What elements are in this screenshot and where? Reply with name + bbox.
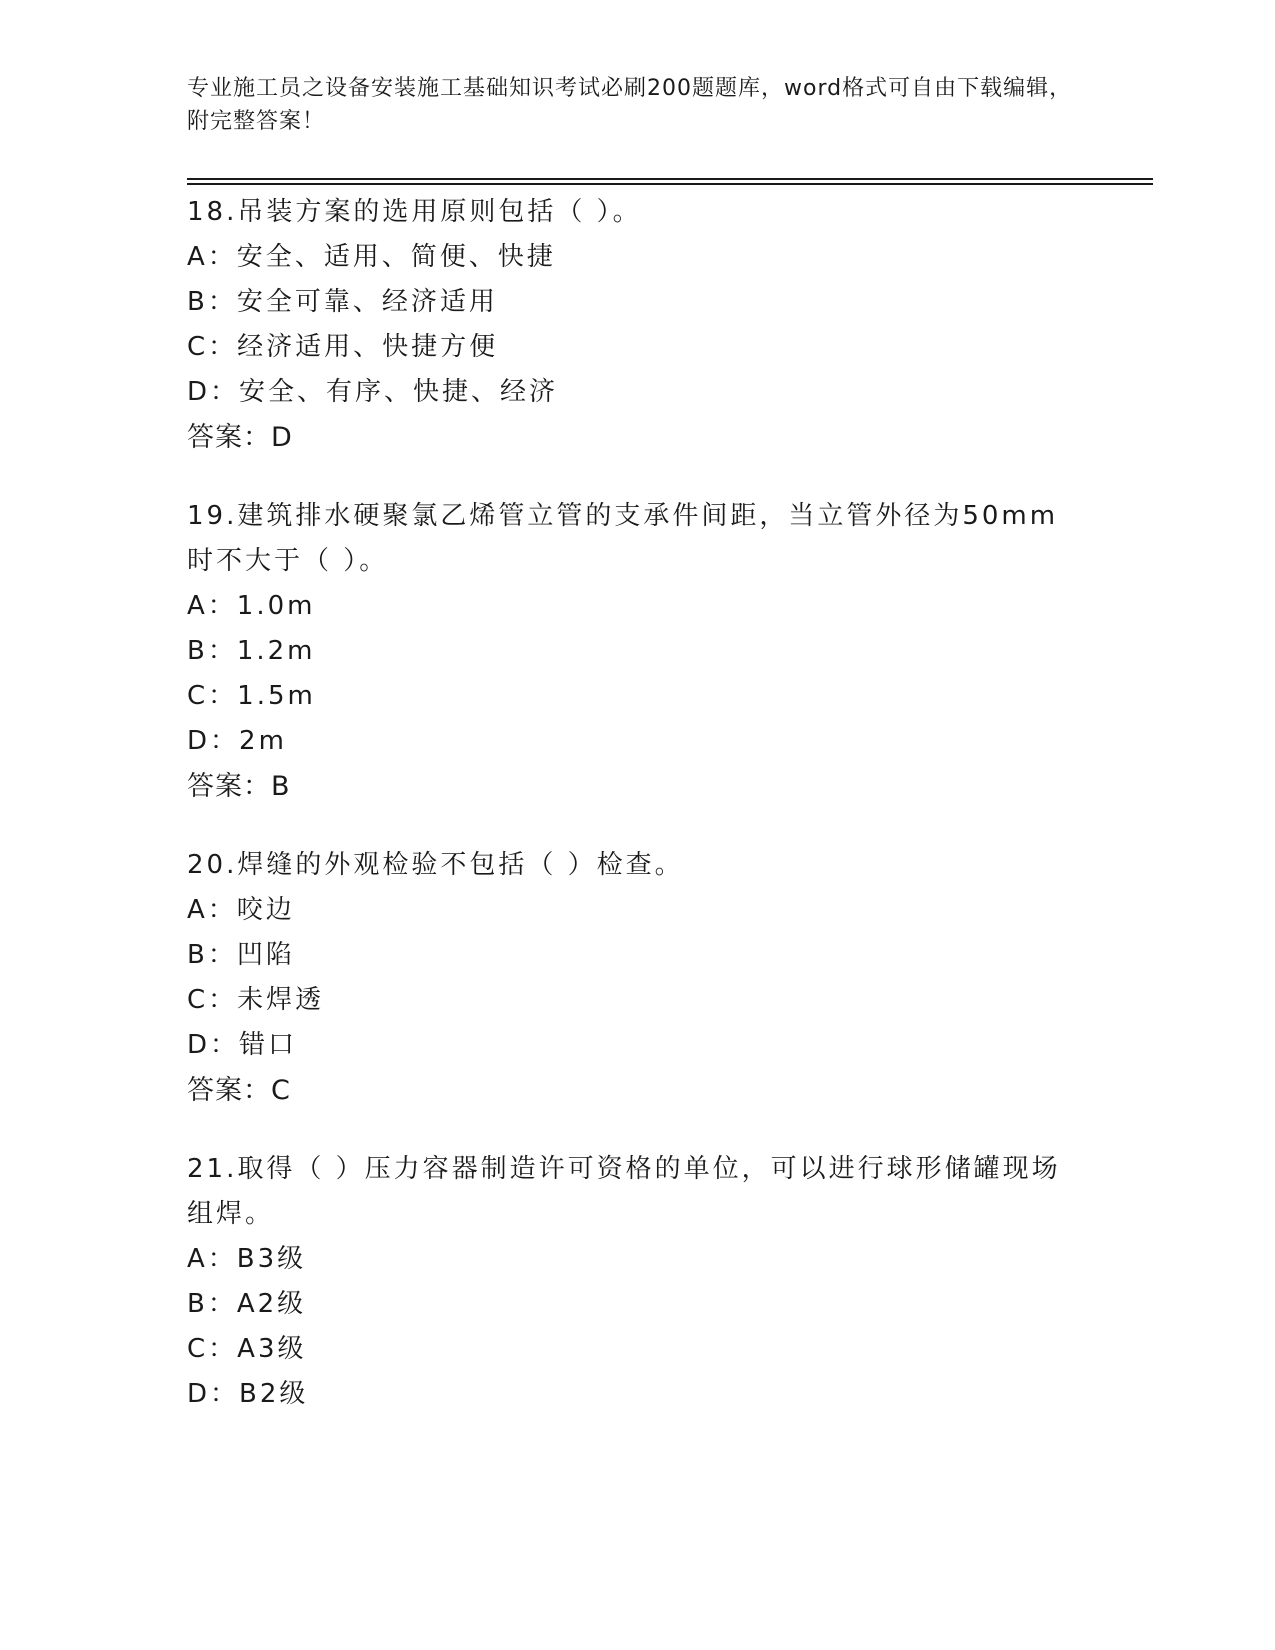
question-21 (187, 1147, 1087, 1417)
header-divider-bottom (187, 183, 1153, 185)
option-a: A：1.0m (187, 591, 316, 621)
answer: 答案：B (187, 771, 291, 802)
page-header (187, 72, 1087, 138)
option-d: D：安全、有序、快捷、经济 (187, 377, 559, 407)
question-text: 20.焊缝的外观检验不包括（ ）检查。 (187, 850, 684, 880)
option-d: D：错口 (187, 1030, 298, 1060)
question-text: 18.吊装方案的选用原则包括（ ）。 (187, 197, 642, 227)
option-a: A：安全、适用、简便、快捷 (187, 242, 556, 272)
option-a: A：咬边 (187, 895, 295, 925)
header-divider-top (187, 178, 1153, 180)
option-b: B：安全可靠、经济适用 (187, 287, 498, 317)
option-b: B：A2级 (187, 1289, 307, 1319)
option-b: B：凹陷 (187, 940, 295, 970)
question-text: 19.建筑排水硬聚氯乙烯管立管的支承件间距，当立管外径为50mm时不大于（ ）。 (187, 501, 1059, 576)
question-list (187, 190, 1087, 1451)
option-c: C：未焊透 (187, 985, 325, 1015)
option-d: D：B2级 (187, 1379, 309, 1409)
question-18 (187, 190, 1087, 460)
header-title: 专业施工员之设备安装施工基础知识考试必刷200题题库，word格式可自由下载编辑，附完整答案！ (187, 76, 1073, 134)
question-19 (187, 494, 1087, 809)
answer: 答案：C (187, 1075, 291, 1106)
option-a: A：B3级 (187, 1244, 307, 1274)
answer: 答案：D (187, 422, 293, 453)
question-20 (187, 843, 1087, 1113)
option-d: D：2m (187, 726, 287, 756)
option-c: C：经济适用、快捷方便 (187, 332, 499, 362)
option-c: C：1.5m (187, 681, 316, 711)
question-text: 21.取得（ ）压力容器制造许可资格的单位，可以进行球形储罐现场组焊。 (187, 1154, 1061, 1229)
option-c: C：A3级 (187, 1334, 307, 1364)
option-b: B：1.2m (187, 636, 316, 666)
